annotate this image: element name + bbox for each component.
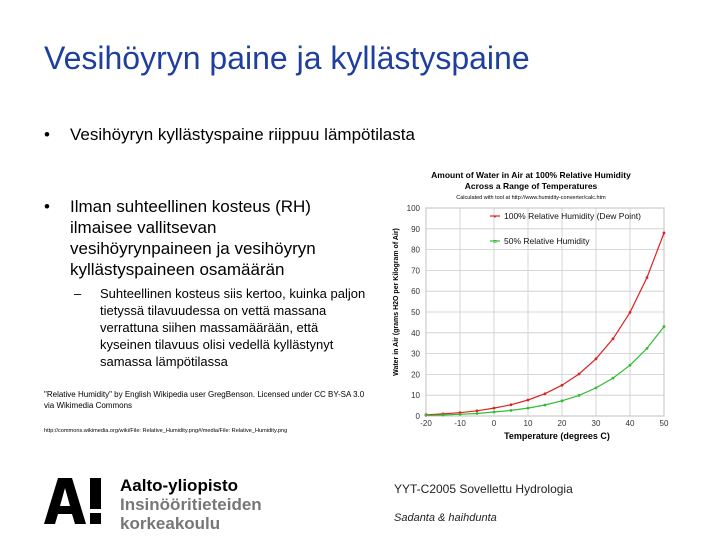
data-point: [629, 364, 632, 367]
data-point: [663, 325, 666, 328]
data-point: [510, 409, 513, 412]
data-point: [476, 412, 479, 415]
chart-source-line: Calculated with tool at http://www.humidity-converter/calc.htm: [456, 195, 606, 201]
data-point: [595, 357, 598, 360]
data-point: [442, 414, 445, 417]
data-point: [493, 407, 496, 410]
logo-line-school-2: korkeakoulu: [120, 514, 221, 533]
data-point: [612, 337, 615, 340]
logo-exclamation-bar: [90, 478, 101, 509]
data-point: [612, 377, 615, 380]
y-tick-label: 100: [406, 204, 420, 213]
data-point: [527, 399, 530, 402]
x-tick-label: 10: [523, 419, 533, 428]
data-point: [578, 373, 581, 376]
data-point: [425, 414, 428, 417]
logo-line-school: Insinööritieteiden: [120, 495, 262, 514]
legend-label: 50% Relative Humidity: [504, 236, 590, 246]
sub-bullet-text: Suhteellinen kosteus siis kertoo, kuinka paljon tietyssä tilavuudessa on vettä massana verrattuna siihen massamäärään, että kyseinen tilavuus olisi vedellä kyllästynyt samassa lämpötilassa: [100, 286, 366, 369]
logo-exclamation-dot: [90, 513, 101, 524]
data-point: [561, 399, 564, 402]
data-point: [646, 276, 649, 279]
bullet-item: [44, 124, 514, 146]
chart-x-axis-label: Temperature (degrees C): [504, 431, 610, 441]
data-point: [595, 387, 598, 390]
footer-course: YYT-C2005 Sovellettu Hydrologia: [394, 482, 573, 496]
bullet-marker: •: [44, 197, 50, 216]
humidity-chart: [384, 166, 674, 448]
data-point: [544, 392, 547, 395]
y-tick-label: 20: [411, 370, 420, 380]
chart-title: Amount of Water in Air at 100% Relative Humidity: [431, 170, 631, 180]
y-tick-label: 60: [411, 287, 420, 297]
y-tick-label: 30: [411, 349, 420, 359]
data-point: [578, 394, 581, 397]
data-point: [646, 347, 649, 350]
y-tick-label: 0: [415, 412, 420, 421]
slide-title: Vesihöyryn paine ja kyllästyspaine: [44, 40, 530, 76]
legend-marker: =: [492, 239, 498, 246]
data-point: [629, 311, 632, 314]
data-point: [476, 409, 479, 412]
x-tick-label: 0: [491, 419, 497, 428]
x-tick-label: 20: [557, 419, 567, 428]
x-tick-label: -10: [454, 419, 466, 428]
data-point: [527, 407, 530, 410]
data-point: [663, 232, 666, 235]
data-point: [493, 411, 496, 414]
aalto-logo-icon: [42, 478, 106, 524]
x-tick-label: 50: [659, 419, 669, 428]
data-point: [544, 404, 547, 407]
logo-wordmark: [120, 476, 262, 533]
data-point: [510, 403, 513, 406]
bullet-marker: •: [44, 125, 50, 144]
bullet-text: Ilman suhteellinen kosteus (RH) ilmaisee vallitsevan vesihöyrynpaineen ja vesihöyryn kyllästyspaineen osamäärän: [70, 197, 316, 279]
x-tick-label: 30: [591, 419, 601, 428]
y-tick-label: 80: [411, 245, 420, 255]
logo-line-university: Aalto-yliopisto: [120, 476, 239, 495]
sub-bullet-marker: –: [74, 286, 82, 301]
y-tick-label: 90: [411, 224, 420, 234]
x-tick-label: 40: [625, 419, 635, 428]
legend-marker: •: [493, 214, 497, 221]
chart-y-axis-label: Water in Air (grams H2O per Kilogram of Air): [393, 228, 400, 376]
y-tick-label: 50: [411, 308, 420, 317]
legend-label: 100% Relative Humidity (Dew Point): [504, 211, 641, 221]
y-tick-label: 10: [411, 391, 420, 401]
x-tick-label: -20: [420, 419, 432, 428]
data-point: [561, 384, 564, 387]
bullet-text: Vesihöyryn kyllästyspaine riippuu lämpötilasta: [70, 125, 415, 144]
footer-subtitle: Sadanta & haihdunta: [394, 512, 497, 524]
y-tick-label: 40: [411, 328, 420, 338]
bullet-item: [44, 196, 364, 286]
image-source-url: http://commons.wikimedia.org/wiki/File: Relative_Humidity.png#/media/File: Relative_Humidity.png: [44, 428, 288, 434]
data-point: [459, 413, 462, 416]
chart-subtitle: Across a Range of Temperatures: [464, 181, 598, 191]
y-tick-label: 70: [411, 266, 420, 276]
image-credit: "Relative Humidity" by English Wikipedia user GregBenson. Licensed under CC BY-SA 3.0 via Wikimedia Commons: [44, 390, 365, 410]
